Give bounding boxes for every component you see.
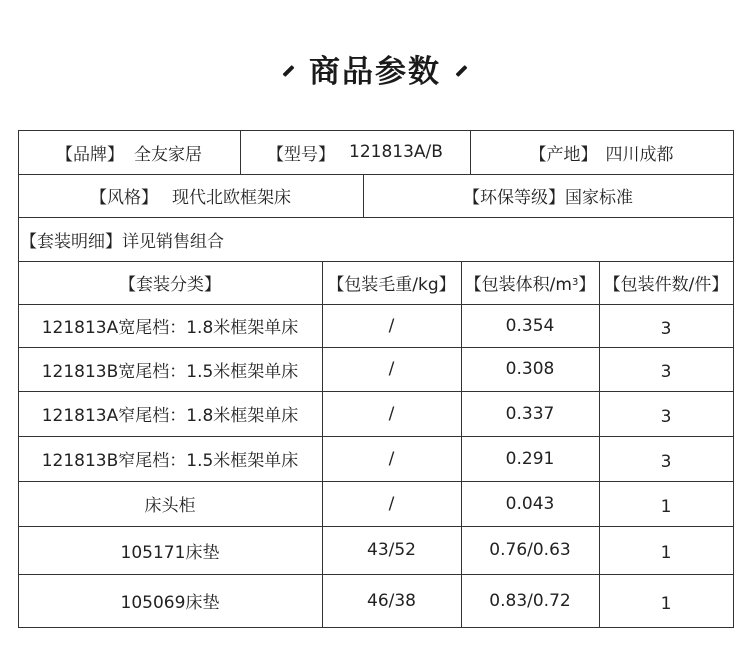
table-cell: 1 <box>660 496 672 517</box>
style-value: 现代北欧框架床 <box>172 188 291 208</box>
brand-value: 全友家居 <box>134 144 202 165</box>
brand-cell <box>18 130 240 174</box>
table-cell: 床头柜 <box>144 496 196 516</box>
header-pieces-text: 【包装件数/件】 <box>603 275 729 295</box>
table-cell: / <box>388 493 395 514</box>
table-cell: / <box>388 448 395 469</box>
table-cell: 121813A窄尾档：1.8米框架单床 <box>41 406 299 426</box>
header-volume-close: 】 <box>578 275 596 295</box>
header-volume-text: 【包装体积/m <box>464 275 572 295</box>
table-cell: / <box>388 403 395 424</box>
table-cell: 1 <box>660 593 672 614</box>
table-cell: 3 <box>660 318 672 339</box>
model-cell <box>240 130 470 174</box>
grid-line <box>18 627 734 628</box>
detail-cell <box>18 217 733 261</box>
title-bar <box>0 46 750 90</box>
table-cell: 3 <box>660 406 672 427</box>
origin-value: 四川成都 <box>605 144 674 165</box>
model-value: 121813A/B <box>349 142 443 162</box>
table-cell: 3 <box>660 362 672 382</box>
detail-label: 【套装明细】 <box>20 231 122 252</box>
table-cell: 0.308 <box>505 359 555 379</box>
header-weight <box>322 261 461 304</box>
origin-label: 【产地】 <box>529 144 598 165</box>
header-volume: 【包装体积/m 3 】 <box>461 261 599 304</box>
table-cell: 0.76/0.63 <box>489 540 571 560</box>
table-cell: / <box>388 359 395 379</box>
table-cell: 0.83/0.72 <box>489 590 571 611</box>
eco-cell <box>363 174 733 217</box>
table-cell: 0.291 <box>505 448 555 469</box>
header-weight-text: 【包装毛重/kg】 <box>327 275 456 295</box>
table-cell: 0.337 <box>505 403 555 424</box>
table-cell: 0.043 <box>505 493 555 514</box>
model-label: 【型号】 <box>267 144 336 165</box>
brand-label: 【品牌】 <box>56 144 124 165</box>
style-cell <box>18 174 363 217</box>
table-cell: 121813B宽尾档：1.5米框架单床 <box>41 361 299 382</box>
origin-cell <box>470 130 733 174</box>
table-cell: 121813B窄尾档：1.5米框架单床 <box>41 451 299 471</box>
table-cell: 46/38 <box>367 590 416 611</box>
table-cell: 105069床垫 <box>120 593 220 613</box>
eco-value: 国家标准 <box>565 188 633 208</box>
detail-value: 详见销售组合 <box>122 231 224 252</box>
table-cell: / <box>388 315 395 336</box>
header-category <box>18 261 322 304</box>
title-right-slash-icon <box>455 65 467 77</box>
grid-line <box>733 130 734 627</box>
table-cell: 3 <box>660 451 672 472</box>
table-cell: 121813A宽尾档：1.8米框架单床 <box>41 318 299 338</box>
table-cell: 43/52 <box>367 540 416 560</box>
eco-label: 【环保等级】 <box>463 188 565 208</box>
header-pieces <box>599 261 733 304</box>
title-left-slash-icon <box>282 65 294 77</box>
style-label: 【风格】 <box>90 188 158 208</box>
table-cell: 105171床垫 <box>120 542 220 563</box>
table-cell: 1 <box>660 543 672 563</box>
header-category-text: 【套装分类】 <box>119 275 221 295</box>
table-cell: 0.354 <box>505 315 555 336</box>
page-title: 商品参数 <box>309 53 441 90</box>
